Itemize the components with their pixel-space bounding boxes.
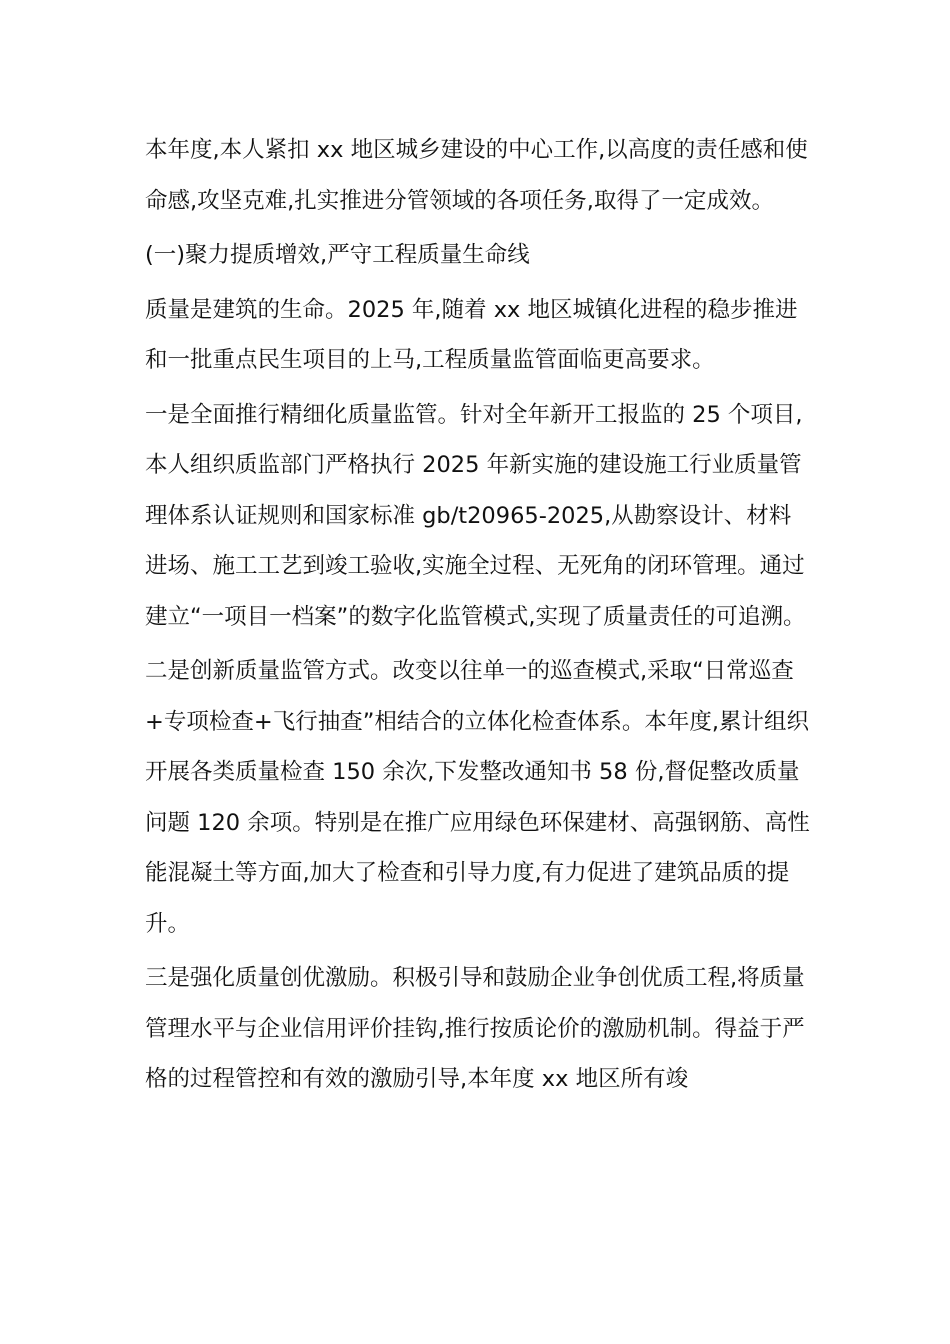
point-two-paragraph: 二是创新质量监管方式。改变以往单一的巡查模式,采取“日常巡查+专项检查+飞行抽查”相结合的立体化检查体系。本年度,累计组织开展各类质量检查 150 余次,下发整改通知书 58 份,督促整改质量问题 120 余项。特别是在推广应用绿色环保建材、高强钢筋、高性能混凝土等方面,加大了检查和引导力度,有力促进了建筑品质的提升。 [145, 658, 810, 937]
document-body [145, 125, 810, 1109]
quality-paragraph: 质量是建筑的生命。2025 年,随着 xx 地区城镇化进程的稳步推进和一批重点民生项目的上马,工程质量监管面临更高要求。 [145, 296, 798, 373]
point-one-paragraph: 一是全面推行精细化质量监管。针对全年新开工报监的 25 个项目,本人组织质监部门严格执行 2025 年新实施的建设施工行业质量管理体系认证规则和国家标准 gb/t20965-2025,从勘察设计、材料进场、施工工艺到竣工验收,实施全过程、无死角的闭环管理。通过建立“一项目一档案”的数字化监管模式,实现了质量责任的可追溯。 [145, 401, 806, 630]
point-three-paragraph: 三是强化质量创优激励。积极引导和鼓励企业争创优质工程,将质量管理水平与企业信用评价挂钩,推行按质论价的激励机制。得益于严格的过程管控和有效的激励引导,本年度 xx 地区所有竣 [145, 965, 805, 1092]
section-heading: (一)聚力提质增效,严守工程质量生命线 [145, 242, 530, 268]
intro-paragraph: 本年度,本人紧扣 xx 地区城乡建设的中心工作,以高度的责任感和使命感,攻坚克难,扎实推进分管领域的各项任务,取得了一定成效。 [145, 137, 808, 214]
